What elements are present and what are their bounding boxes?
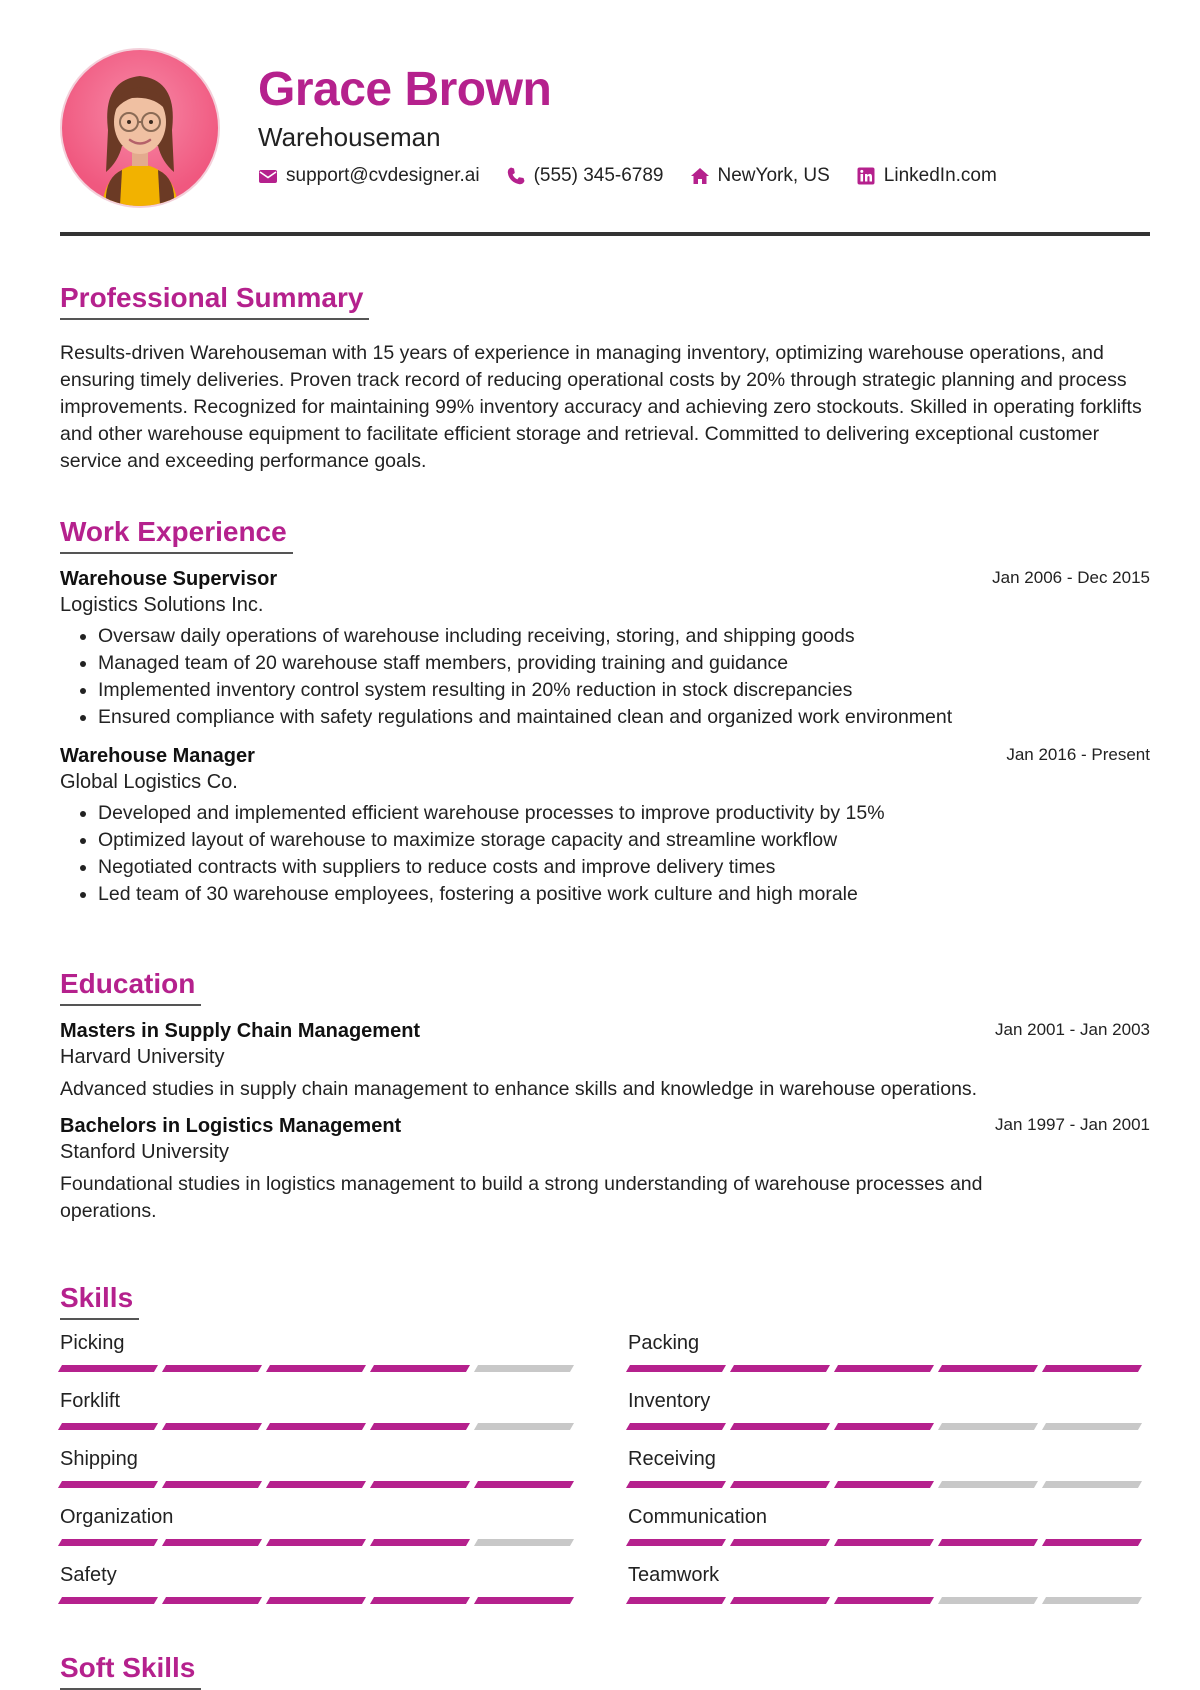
skill-item — [628, 1564, 1150, 1614]
skill-item — [60, 1506, 582, 1556]
skill-segment-filled — [730, 1539, 830, 1546]
education-description: Foundational studies in logistics management to build a strong understanding of warehouse processes and operations. — [60, 1173, 983, 1222]
education-heading: Education — [60, 968, 201, 1006]
skill-segment-empty — [474, 1539, 574, 1546]
skill-segment-filled — [162, 1423, 262, 1430]
skill-segment-filled — [1042, 1365, 1142, 1372]
contact-email[interactable] — [258, 165, 480, 187]
skill-segment-filled — [834, 1481, 934, 1488]
skill-segment-filled — [58, 1539, 158, 1546]
job-company: Global Logistics Co. — [60, 771, 238, 793]
skill-level-bar — [60, 1539, 580, 1546]
linkedin-icon — [856, 166, 876, 186]
skill-segment-filled — [474, 1597, 574, 1604]
contact-phone[interactable] — [506, 165, 664, 187]
skill-segment-filled — [370, 1597, 470, 1604]
skill-segment-filled — [266, 1597, 366, 1604]
skill-segment-filled — [626, 1481, 726, 1488]
skill-level-bar — [628, 1423, 1148, 1430]
envelope-icon — [258, 166, 278, 186]
skill-segment-empty — [938, 1481, 1038, 1488]
skill-segment-filled — [834, 1423, 934, 1430]
education-description: Advanced studies in supply chain management to enhance skills and knowledge in warehouse operations. — [60, 1078, 978, 1100]
resume-header — [60, 48, 1150, 208]
candidate-title: Warehouseman — [258, 122, 441, 152]
skill-segment-filled — [58, 1597, 158, 1604]
skill-segment-filled — [266, 1365, 366, 1372]
skill-segment-filled — [730, 1481, 830, 1488]
skill-segment-filled — [834, 1597, 934, 1604]
job-bullets — [60, 800, 1150, 908]
avatar-portrait — [62, 50, 218, 206]
education-dates: Jan 1997 - Jan 2001 — [994, 1115, 1150, 1134]
skill-item — [60, 1448, 582, 1498]
summary-text: Results-driven Warehouseman with 15 years of experience in managing inventory, optimizing warehouse operations, and ensuring timely deliveries. Proven track record of reducing operational costs by 20% through strategic planning and process improvements. Recognized for maintaining 99% inventory accuracy and achieving zero stockouts. Skilled in operating forklifts and other warehouse equipment to facilitate efficient storage and retrieval. Committed to delivering exceptional customer service and exceeding performance goals. — [60, 342, 1142, 472]
skill-segment-filled — [370, 1481, 470, 1488]
skill-segment-filled — [626, 1539, 726, 1546]
skill-name: Organization — [60, 1506, 174, 1528]
job-bullet: • Negotiated contracts with suppliers to reduce costs and improve delivery times — [98, 854, 1150, 881]
skill-level-bar — [628, 1481, 1148, 1488]
skill-segment-empty — [1042, 1423, 1142, 1430]
skill-level-bar — [628, 1539, 1148, 1546]
degree-title: Masters in Supply Chain Management — [60, 1020, 421, 1042]
skill-segment-filled — [370, 1423, 470, 1430]
contact-bar — [258, 165, 1023, 187]
skill-name: Receiving — [628, 1448, 716, 1470]
skill-name: Forklift — [60, 1390, 120, 1412]
skill-item — [60, 1564, 582, 1614]
skill-segment-empty — [474, 1365, 574, 1372]
skill-level-bar — [628, 1365, 1148, 1372]
skill-segment-empty — [938, 1423, 1038, 1430]
skill-item — [628, 1332, 1150, 1382]
soft-skills-section — [60, 1652, 1150, 1690]
job-entry — [60, 568, 1150, 731]
skill-segment-filled — [58, 1481, 158, 1488]
skill-segment-filled — [370, 1365, 470, 1372]
skill-name: Safety — [60, 1564, 117, 1586]
skill-level-bar — [60, 1365, 580, 1372]
email-text: support@cvdesigner.ai — [286, 165, 480, 186]
summary-heading: Professional Summary — [60, 282, 369, 320]
skill-segment-filled — [626, 1423, 726, 1430]
skill-segment-filled — [474, 1481, 574, 1488]
avatar — [60, 48, 220, 208]
school-name: Stanford University — [60, 1141, 229, 1163]
skill-segment-empty — [938, 1597, 1038, 1604]
skill-segment-filled — [370, 1539, 470, 1546]
job-bullets — [60, 623, 1150, 731]
skill-level-bar — [60, 1597, 580, 1604]
school-name: Harvard University — [60, 1046, 225, 1068]
skill-segment-filled — [938, 1365, 1038, 1372]
contact-location — [690, 165, 830, 187]
experience-heading: Work Experience — [60, 516, 293, 554]
skill-segment-filled — [58, 1365, 158, 1372]
skills-section — [60, 1282, 1150, 1622]
skill-segment-filled — [626, 1365, 726, 1372]
skill-segment-filled — [730, 1597, 830, 1604]
phone-text: (555) 345-6789 — [533, 165, 664, 186]
skill-name: Teamwork — [628, 1564, 720, 1586]
job-company: Logistics Solutions Inc. — [60, 594, 264, 616]
skill-segment-filled — [266, 1423, 366, 1430]
job-bullet: • Developed and implemented efficient warehouse processes to improve productivity by 15% — [98, 800, 1150, 827]
skill-name: Inventory — [628, 1390, 711, 1412]
job-title: Warehouse Supervisor — [60, 568, 278, 590]
education-dates: Jan 2001 - Jan 2003 — [994, 1020, 1150, 1039]
skill-segment-filled — [730, 1365, 830, 1372]
header-divider — [60, 232, 1150, 236]
location-text: NewYork, US — [717, 165, 830, 186]
skill-segment-filled — [834, 1539, 934, 1546]
skill-segment-filled — [938, 1539, 1038, 1546]
skill-name: Packing — [628, 1332, 700, 1354]
phone-icon — [506, 166, 526, 186]
skills-grid — [60, 1332, 1150, 1622]
skill-segment-filled — [162, 1481, 262, 1488]
skill-segment-filled — [1042, 1539, 1142, 1546]
skill-level-bar — [60, 1481, 580, 1488]
education-entry — [60, 1020, 1150, 1103]
job-entry — [60, 745, 1150, 908]
skill-segment-filled — [266, 1539, 366, 1546]
skill-name: Shipping — [60, 1448, 138, 1470]
skill-segment-filled — [266, 1481, 366, 1488]
job-bullet: • Led team of 30 warehouse employees, fostering a positive work culture and high morale — [98, 881, 1150, 908]
skill-level-bar — [60, 1423, 580, 1430]
job-bullet: • Implemented inventory control system resulting in 20% reduction in stock discrepancies — [98, 677, 1150, 704]
skills-heading: Skills — [60, 1282, 139, 1320]
summary-section — [60, 282, 1150, 475]
skill-item — [628, 1390, 1150, 1440]
skill-segment-filled — [626, 1597, 726, 1604]
skill-segment-filled — [162, 1365, 262, 1372]
job-bullet: • Ensured compliance with safety regulations and maintained clean and organized work environment — [98, 704, 1150, 731]
soft-skills-heading: Soft Skills — [60, 1652, 201, 1690]
job-bullet: • Managed team of 20 warehouse staff members, providing training and guidance — [98, 650, 1150, 677]
degree-title: Bachelors in Logistics Management — [60, 1115, 402, 1137]
skill-segment-filled — [58, 1423, 158, 1430]
job-dates: Jan 2006 - Dec 2015 — [992, 568, 1150, 587]
job-bullet: • Optimized layout of warehouse to maximize storage capacity and streamline workflow — [98, 827, 1150, 854]
skill-item — [628, 1448, 1150, 1498]
linkedin-text: LinkedIn.com — [883, 165, 997, 186]
job-title: Warehouse Manager — [60, 745, 255, 767]
skill-name: Communication — [628, 1506, 767, 1528]
skill-segment-filled — [162, 1539, 262, 1546]
experience-section — [60, 516, 1150, 908]
skill-level-bar — [628, 1597, 1148, 1604]
skill-item — [60, 1332, 582, 1382]
skill-segment-filled — [730, 1423, 830, 1430]
skill-item — [628, 1506, 1150, 1556]
skill-segment-empty — [1042, 1481, 1142, 1488]
skill-name: Picking — [60, 1332, 125, 1354]
skill-segment-empty — [474, 1423, 574, 1430]
education-entry — [60, 1115, 1150, 1225]
skill-segment-filled — [162, 1597, 262, 1604]
skill-segment-empty — [1042, 1597, 1142, 1604]
job-bullet: • Oversaw daily operations of warehouse including receiving, storing, and shipping goods — [98, 623, 1150, 650]
skill-segment-filled — [834, 1365, 934, 1372]
skill-item — [60, 1390, 582, 1440]
candidate-name: Grace Brown — [258, 63, 552, 116]
home-icon — [690, 166, 710, 186]
contact-linkedin[interactable] — [856, 165, 997, 187]
education-section — [60, 968, 1150, 1225]
job-dates: Jan 2016 - Present — [1006, 745, 1150, 764]
